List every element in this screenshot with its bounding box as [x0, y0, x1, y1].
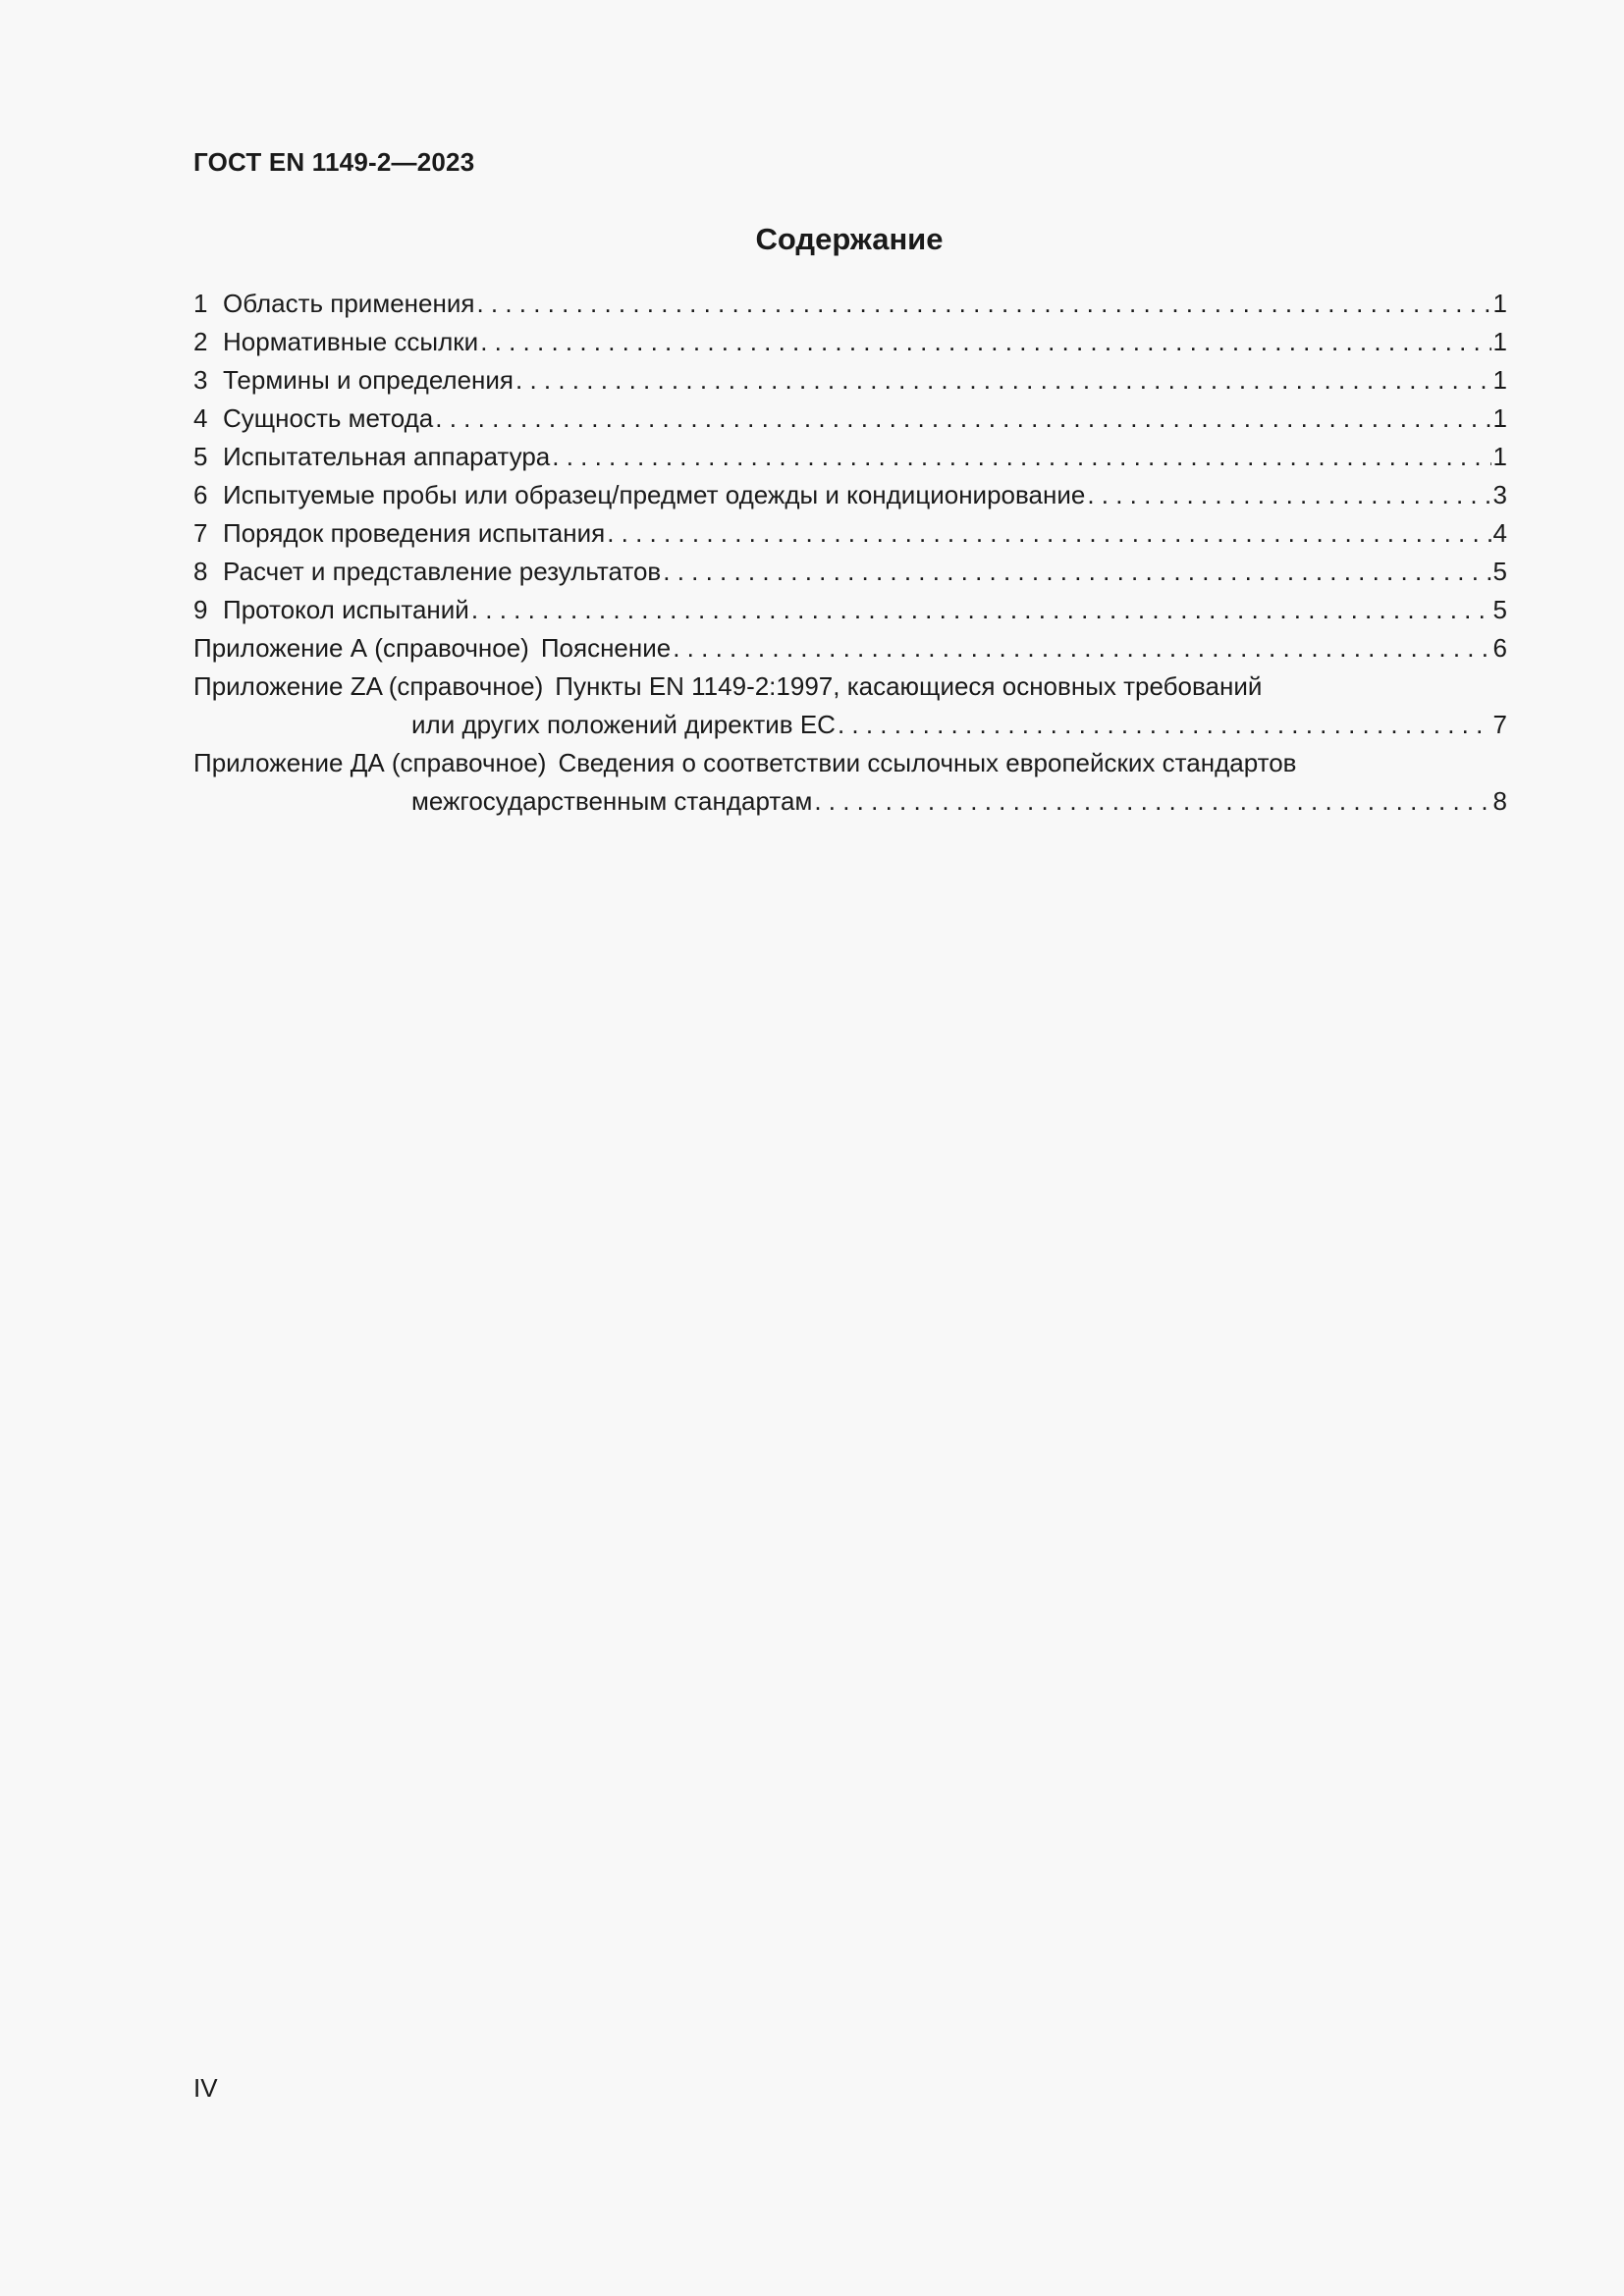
- toc-entry-page: 1: [1492, 327, 1507, 356]
- toc-entry-number: 1: [193, 289, 208, 318]
- toc-entry-page: 5: [1492, 557, 1507, 586]
- toc-entry-number: 6: [193, 480, 208, 509]
- toc-entry-number: 4: [193, 403, 208, 433]
- toc-annex-entry-continuation[interactable]: [193, 706, 1507, 744]
- toc-entry[interactable]: [193, 553, 1507, 591]
- toc-entry-number: 2: [193, 327, 208, 356]
- toc-entry-page: 8: [1492, 786, 1507, 816]
- toc-entry[interactable]: [193, 438, 1507, 476]
- toc-entry-page: 6: [1492, 633, 1507, 663]
- dot-leader: [663, 553, 1490, 591]
- dot-leader: [607, 514, 1490, 553]
- toc-annex-entry[interactable]: [193, 629, 1507, 667]
- toc-entry-label: Сущность метода: [223, 403, 434, 433]
- dot-leader: [471, 591, 1491, 629]
- dot-leader: [814, 782, 1490, 821]
- toc-entry-page: 1: [1492, 442, 1507, 471]
- page-number: IV: [193, 2073, 218, 2103]
- toc-entry-label: Порядок проведения испытания: [223, 518, 606, 548]
- dot-leader: [435, 400, 1490, 438]
- toc-entry-label: Испытуемые пробы или образец/предмет одежды и кондиционирование: [223, 480, 1086, 509]
- table-of-contents: [193, 285, 1507, 821]
- toc-entry[interactable]: [193, 514, 1507, 553]
- toc-entry[interactable]: [193, 361, 1507, 400]
- toc-annex-entry-continuation[interactable]: [193, 782, 1507, 821]
- document-header: ГОСТ EN 1149-2—2023: [193, 147, 475, 177]
- annex-title: Пункты EN 1149-2:1997, касающиеся основных требований: [555, 671, 1263, 701]
- toc-entry-label: Расчет и представление результатов: [223, 557, 662, 586]
- toc-entry-page: 1: [1492, 289, 1507, 318]
- annex-title-continuation: межгосударственным стандартам: [411, 786, 813, 816]
- dot-leader: [476, 285, 1490, 323]
- dot-leader: [838, 706, 1491, 744]
- dot-leader: [1087, 476, 1490, 514]
- toc-entry-label: Нормативные ссылки: [223, 327, 479, 356]
- dot-leader: [480, 323, 1490, 361]
- annex-title: Пояснение: [540, 633, 672, 663]
- toc-entry[interactable]: [193, 591, 1507, 629]
- toc-entry-page: 5: [1492, 595, 1507, 624]
- toc-title: Содержание: [755, 222, 944, 256]
- toc-annex-entry[interactable]: [193, 667, 1507, 706]
- toc-entry-number: 5: [193, 442, 208, 471]
- toc-entry-label: Область применения: [223, 289, 475, 318]
- toc-entry-number: 9: [193, 595, 208, 624]
- toc-entry-number: 3: [193, 365, 208, 395]
- dot-leader: [673, 629, 1490, 667]
- dot-leader: [552, 438, 1490, 476]
- dot-leader: [515, 361, 1491, 400]
- toc-entry-page: 7: [1492, 710, 1507, 739]
- annex-label: Приложение А (справочное): [193, 633, 529, 663]
- toc-entry-label: Протокол испытаний: [223, 595, 469, 624]
- toc-entry[interactable]: [193, 400, 1507, 438]
- toc-entry-page: 4: [1492, 518, 1507, 548]
- toc-entry-page: 1: [1492, 365, 1507, 395]
- annex-title: Сведения о соответствии ссылочных европейских стандартов: [558, 748, 1297, 777]
- toc-entry-page: 1: [1492, 403, 1507, 433]
- annex-label: Приложение ДА (справочное): [193, 748, 547, 777]
- toc-entry-label: Испытательная аппаратура: [223, 442, 551, 471]
- toc-entry-label: Термины и определения: [223, 365, 514, 395]
- toc-entry[interactable]: [193, 476, 1507, 514]
- toc-entry-number: 8: [193, 557, 208, 586]
- toc-annex-entry[interactable]: [193, 744, 1507, 782]
- annex-title-continuation: или других положений директив ЕС: [411, 710, 836, 739]
- annex-label: Приложение ZA (справочное): [193, 671, 544, 701]
- toc-entry[interactable]: [193, 285, 1507, 323]
- toc-entry[interactable]: [193, 323, 1507, 361]
- toc-entry-number: 7: [193, 518, 208, 548]
- toc-entry-page: 3: [1492, 480, 1507, 509]
